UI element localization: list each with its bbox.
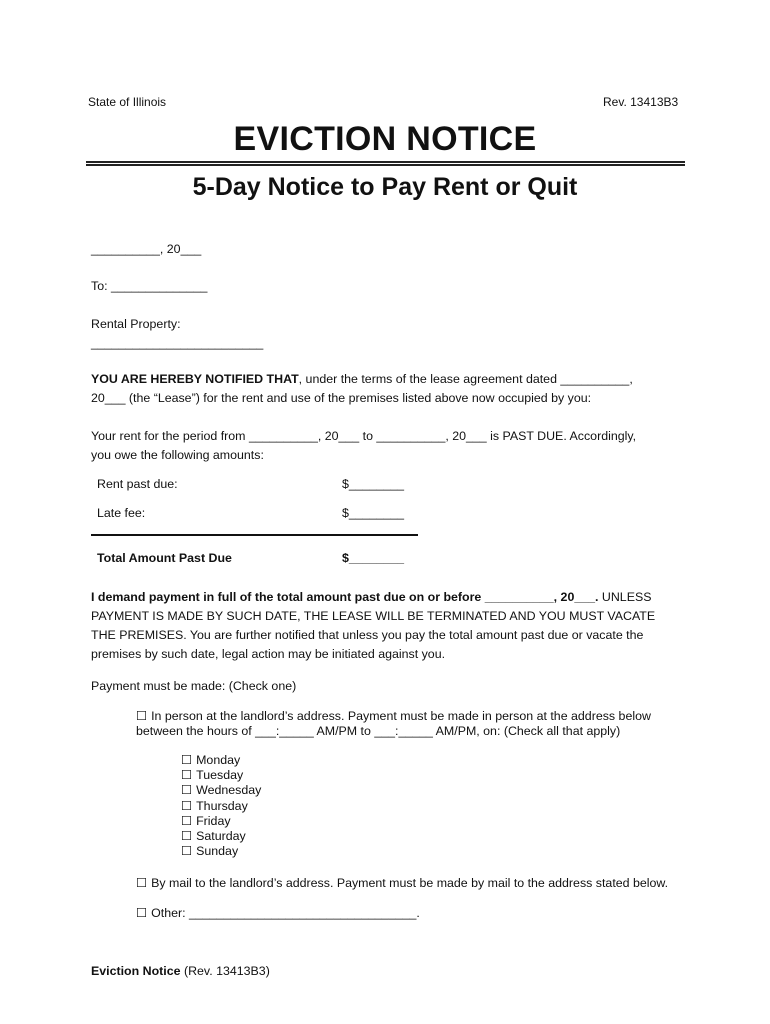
date-line: __________, 20___ bbox=[91, 242, 202, 256]
day-label: Tuesday bbox=[196, 768, 244, 783]
day-option-saturday[interactable] bbox=[181, 829, 261, 844]
rent-past-due-label: Rent past due: bbox=[97, 477, 178, 491]
late-fee-label: Late fee: bbox=[97, 506, 146, 520]
checkbox-icon[interactable]: ☐ bbox=[181, 753, 193, 767]
in-person-line1: In person at the landlord’s address. Payment must be made in person at the address below bbox=[151, 709, 651, 723]
demand-paragraph bbox=[91, 588, 681, 664]
demand-line4: premises by such date, legal action may be initiated against you. bbox=[91, 647, 446, 661]
day-label: Thursday bbox=[196, 798, 248, 813]
rental-property-blank: _________________________ bbox=[91, 336, 264, 350]
day-label: Friday bbox=[196, 813, 231, 828]
title-rule-bottom bbox=[86, 164, 685, 166]
payment-label: Payment must be made: (Check one) bbox=[91, 679, 297, 693]
day-label: Wednesday bbox=[196, 783, 262, 798]
demand-line3: THE PREMISES. You are further notified that unless you pay the total amount past due or vacate the bbox=[91, 628, 644, 642]
title-rule-top bbox=[86, 161, 685, 163]
footer-revision: (Rev. 13413B3) bbox=[180, 964, 270, 978]
in-person-line2: between the hours of ___:_____ AM/PM to ___:_____ AM/PM, on: (Check all that apply) bbox=[136, 724, 621, 738]
option-by-mail[interactable] bbox=[136, 875, 668, 890]
state-label: State of Illinois bbox=[88, 95, 167, 109]
total-value: $________ bbox=[342, 551, 405, 565]
checkbox-icon[interactable]: ☐ bbox=[181, 798, 193, 813]
other-label: Other: _________________________________. bbox=[151, 906, 420, 920]
checkbox-icon[interactable]: ☐ bbox=[181, 844, 193, 859]
checkbox-icon[interactable]: ☐ bbox=[181, 813, 193, 828]
checkbox-icon[interactable]: ☐ bbox=[181, 829, 193, 844]
day-option-thursday[interactable] bbox=[181, 799, 261, 814]
demand-line2: PAYMENT IS MADE BY SUCH DATE, THE LEASE WILL BE TERMINATED AND YOU MUST VACATE bbox=[91, 609, 656, 623]
amounts-divider bbox=[91, 534, 418, 536]
total-label: Total Amount Past Due bbox=[97, 551, 232, 565]
rental-property-label: Rental Property: bbox=[91, 317, 181, 331]
rent-paragraph bbox=[91, 427, 681, 465]
document-subtitle: 5-Day Notice to Pay Rent or Quit bbox=[192, 173, 578, 201]
demand-line1: UNLESS bbox=[598, 590, 652, 604]
late-fee-value: $________ bbox=[342, 506, 405, 520]
option-in-person[interactable] bbox=[136, 709, 651, 739]
demand-bold-lead: I demand payment in full of the total amount past due on or before __________, 20___. bbox=[91, 590, 599, 604]
rent-line1: Your rent for the period from __________, 20___ to __________, 20___ is PAST DUE. Accordingly, bbox=[91, 429, 637, 443]
checkbox-icon[interactable]: ☐ bbox=[181, 768, 193, 783]
notice-bold-lead: YOU ARE HEREBY NOTIFIED THAT bbox=[91, 372, 299, 386]
footer bbox=[91, 964, 270, 978]
option-other[interactable] bbox=[136, 905, 420, 920]
document-title: EVICTION NOTICE bbox=[233, 120, 537, 158]
rent-line2: you owe the following amounts: bbox=[91, 448, 264, 462]
day-label: Monday bbox=[196, 753, 241, 767]
notice-line1: , under the terms of the lease agreement dated __________, bbox=[298, 372, 633, 386]
checkbox-icon[interactable]: ☐ bbox=[136, 709, 148, 723]
to-line: To: ______________ bbox=[91, 279, 208, 293]
day-option-monday[interactable] bbox=[181, 753, 261, 768]
day-option-sunday[interactable] bbox=[181, 844, 261, 859]
rent-past-due-value: $________ bbox=[342, 477, 405, 491]
notice-line2: 20___ (the “Lease”) for the rent and use of the premises listed above now occupied by you: bbox=[91, 391, 592, 405]
notice-paragraph bbox=[91, 370, 681, 408]
day-label: Sunday bbox=[196, 844, 239, 859]
revision-label: Rev. 13413B3 bbox=[603, 95, 679, 109]
checkbox-icon[interactable]: ☐ bbox=[181, 783, 193, 798]
day-option-wednesday[interactable] bbox=[181, 783, 261, 798]
checkbox-icon[interactable]: ☐ bbox=[136, 876, 148, 890]
days-list bbox=[181, 753, 261, 859]
day-option-friday[interactable] bbox=[181, 814, 261, 829]
day-label: Saturday bbox=[196, 829, 246, 844]
day-option-tuesday[interactable] bbox=[181, 768, 261, 783]
checkbox-icon[interactable]: ☐ bbox=[136, 906, 148, 920]
by-mail-label: By mail to the landlord’s address. Payment must be made by mail to the address stated below. bbox=[151, 876, 669, 890]
footer-title: Eviction Notice bbox=[91, 964, 181, 978]
